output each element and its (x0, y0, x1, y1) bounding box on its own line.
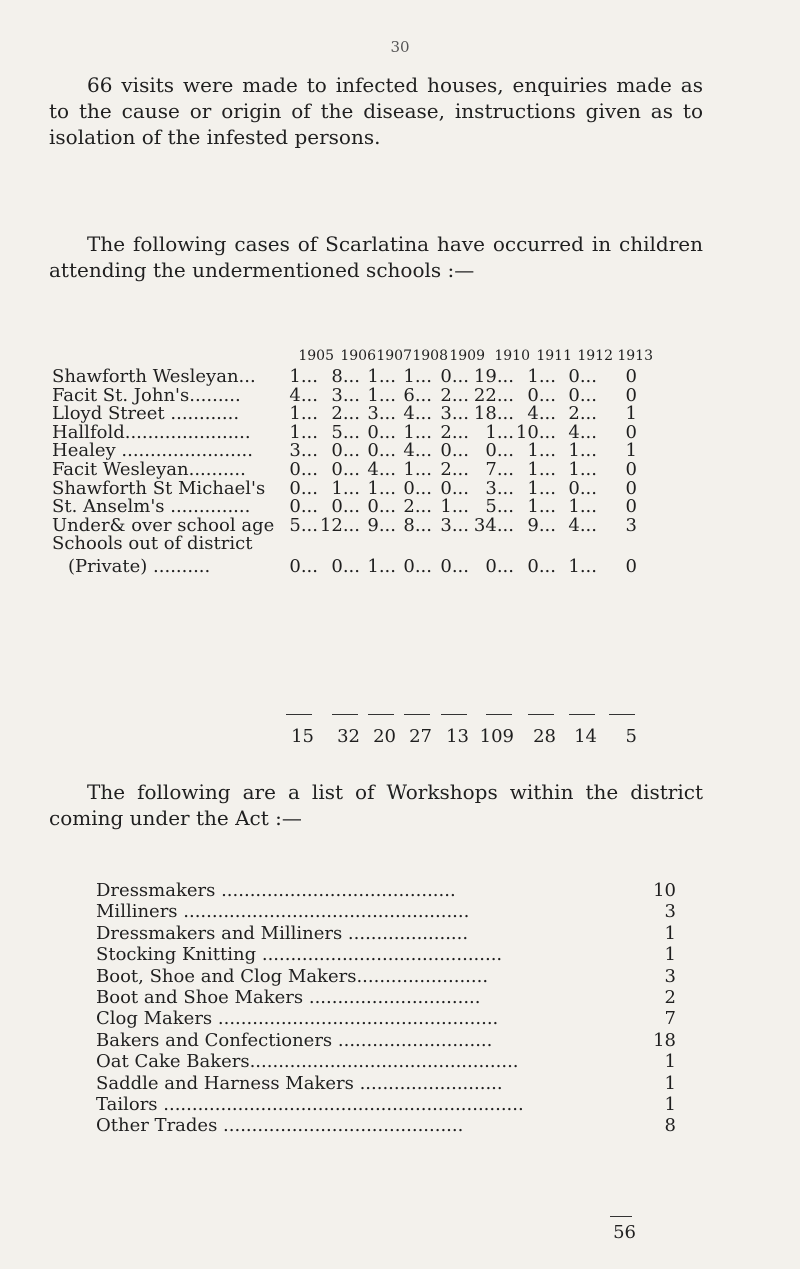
case-count: 0... (289, 496, 318, 518)
workshop-label: Tailors ............................................................... (96, 1094, 524, 1115)
workshop-row (96, 880, 696, 902)
total-rule (404, 714, 430, 715)
year-total: 28 (533, 726, 556, 747)
case-count: 1... (568, 440, 597, 462)
workshop-label: Bakers and Confectioners ........................... (96, 1029, 493, 1051)
school-name: Lloyd Street ............ (52, 403, 240, 425)
case-count: 10... (515, 421, 556, 443)
case-count: 1... (367, 384, 396, 406)
case-count: 0 (625, 496, 637, 518)
case-count: 8... (331, 366, 360, 387)
school-name: Under& over school age (52, 514, 275, 536)
case-count: 0 (625, 366, 637, 387)
case-count: 2... (440, 384, 469, 406)
total-rule (286, 714, 312, 715)
case-count: 1 (625, 403, 637, 425)
year-header-1911: 1911 (536, 348, 572, 364)
workshops-total-rule (610, 1216, 632, 1217)
school-name: Hallfold...................... (52, 421, 251, 443)
workshop-row (96, 1094, 696, 1116)
case-count: 0... (568, 477, 597, 499)
school-name: Shawforth St Michael's (52, 477, 266, 499)
total-rule (332, 714, 358, 715)
case-count: 3... (331, 384, 360, 406)
total-rule (609, 714, 635, 715)
case-count: 0... (440, 366, 469, 387)
visits-text: 66 visits were made to infected houses, enquiries made as to the cause or origin of the disease, instructions given as to isolation of the infested persons. (49, 73, 703, 149)
private-case-count: 0... (527, 556, 556, 577)
private-label-line-1: Schools out of district (52, 533, 253, 555)
year-header-1909: 1909 (449, 348, 485, 364)
case-count: 18... (473, 403, 514, 425)
case-count: 0... (289, 477, 318, 499)
private-case-count: 0... (289, 556, 318, 577)
workshop-count: 3 (664, 965, 676, 987)
case-count: 8... (403, 514, 432, 536)
case-count: 0... (403, 477, 432, 499)
workshop-count: 1 (664, 922, 676, 944)
workshop-row (96, 901, 696, 923)
workshop-label: Oat Cake Bakers............................................... (96, 1051, 519, 1073)
case-count: 12... (319, 514, 360, 536)
case-count: 3... (440, 514, 469, 536)
case-count: 2... (440, 459, 469, 480)
case-count: 0 (625, 459, 637, 480)
case-count: 1... (289, 403, 318, 425)
case-count: 34... (473, 514, 514, 536)
year-header-1913: 1913 (617, 348, 653, 364)
workshop-count: 3 (664, 901, 676, 923)
case-count: 1... (367, 477, 396, 499)
total-rule (569, 714, 595, 715)
scarlatina-intro-text: The following cases of Scarlatina have occurred in children attending the undermentioned schools :— (49, 232, 703, 282)
case-count: 1... (403, 459, 432, 480)
workshop-label: Saddle and Harness Makers ......................... (96, 1072, 503, 1094)
case-count: 4... (403, 403, 432, 425)
case-count: 9... (367, 514, 396, 536)
year-total: 14 (574, 726, 597, 747)
case-count: 2... (440, 421, 469, 443)
case-count: 1... (527, 366, 556, 387)
workshop-label: Other Trades .......................................... (96, 1115, 464, 1137)
private-case-count: 0... (485, 556, 514, 577)
case-count: 2... (568, 403, 597, 425)
year-total: 20 (373, 726, 396, 747)
total-rule (486, 714, 512, 715)
case-count: 0... (440, 477, 469, 499)
case-count: 3... (289, 440, 318, 462)
total-rule (368, 714, 394, 715)
year-total: 13 (446, 726, 469, 747)
case-count: 1... (568, 459, 597, 480)
workshop-count: 2 (664, 987, 676, 1008)
case-count: 5... (485, 496, 514, 518)
workshop-label: Boot and Shoe Makers .............................. (96, 987, 481, 1008)
case-count: 1... (289, 366, 318, 387)
case-count: 0... (331, 459, 360, 480)
workshop-row (96, 987, 696, 1009)
case-count: 1... (527, 496, 556, 518)
case-count: 5... (331, 421, 360, 443)
case-count: 1... (527, 440, 556, 462)
workshop-count: 1 (664, 1094, 676, 1115)
workshop-label: Milliners .................................................. (96, 901, 470, 923)
year-total: 15 (291, 726, 314, 747)
case-count: 3... (440, 403, 469, 425)
case-count: 1... (403, 421, 432, 443)
case-count: 2... (331, 403, 360, 425)
case-count: 2... (403, 496, 432, 518)
case-count: 4... (568, 421, 597, 443)
year-header-1912: 1912 (577, 348, 613, 364)
page-number: 30 (390, 38, 410, 56)
year-header-1907: 1907 (376, 348, 412, 364)
case-count: 9... (527, 514, 556, 536)
case-count: 0 (625, 384, 637, 406)
case-count: 1... (403, 366, 432, 387)
workshop-row (96, 944, 696, 966)
private-label-line-2: (Private) .......... (68, 556, 211, 577)
case-count: 0... (485, 440, 514, 462)
school-name: Facit Wesleyan.......... (52, 459, 246, 480)
workshop-count: 10 (653, 880, 676, 901)
visits-paragraph (49, 72, 703, 150)
private-case-count: 1... (568, 556, 597, 577)
workshop-row (96, 1030, 696, 1052)
case-count: 7... (485, 459, 514, 480)
workshops-intro-text: The following are a list of Workshops within the district coming under the Act :— (49, 780, 703, 830)
workshop-row (96, 1008, 696, 1030)
workshop-count: 1 (664, 1072, 676, 1094)
total-rule (441, 714, 467, 715)
case-count: 1... (331, 477, 360, 499)
school-name: Healey ....................... (52, 440, 253, 462)
case-count: 0... (367, 421, 396, 443)
workshop-count: 8 (664, 1115, 676, 1137)
workshop-label: Dressmakers ......................................... (96, 880, 456, 901)
case-count: 4... (527, 403, 556, 425)
workshop-row (96, 966, 696, 988)
workshop-count: 1 (664, 944, 676, 966)
year-header-1908: 1908 (412, 348, 448, 364)
case-count: 3... (485, 477, 514, 499)
year-total: 32 (337, 726, 360, 747)
workshop-count: 18 (653, 1029, 676, 1051)
case-count: 1... (568, 496, 597, 518)
case-count: 19... (473, 366, 514, 387)
case-count: 0 (625, 477, 637, 499)
workshops-intro-paragraph (49, 779, 703, 831)
case-count: 0... (367, 496, 396, 518)
case-count: 0... (331, 496, 360, 518)
workshop-label: Clog Makers ................................................. (96, 1008, 499, 1030)
case-count: 0... (440, 440, 469, 462)
case-count: 22... (473, 384, 514, 406)
workshops-total: 56 (613, 1222, 636, 1243)
workshop-label: Dressmakers and Milliners ..................... (96, 922, 469, 944)
school-name: Facit St. John's......... (52, 384, 241, 406)
case-count: 0... (289, 459, 318, 480)
private-case-count: 0 (625, 556, 637, 577)
case-count: 3... (367, 403, 396, 425)
workshop-label: Boot, Shoe and Clog Makers....................... (96, 965, 489, 987)
case-count: 4... (367, 459, 396, 480)
case-count: 4... (568, 514, 597, 536)
case-count: 1... (527, 459, 556, 480)
workshop-row (96, 1115, 696, 1137)
school-name: St. Anselm's .............. (52, 496, 251, 518)
case-count: 4... (403, 440, 432, 462)
total-rule (528, 714, 554, 715)
year-total: 5 (625, 726, 637, 747)
case-count: 0... (367, 440, 396, 462)
workshop-label: Stocking Knitting .......................................... (96, 944, 503, 966)
case-count: 0... (568, 384, 597, 406)
workshop-count: 1 (664, 1051, 676, 1073)
case-count: 0 (625, 421, 637, 443)
workshop-row (96, 1051, 696, 1073)
scarlatina-intro-paragraph (49, 231, 703, 283)
case-count: 1... (440, 496, 469, 518)
private-case-count: 0... (331, 556, 360, 577)
case-count: 1... (367, 366, 396, 387)
case-count: 6... (403, 384, 432, 406)
workshop-row (96, 923, 696, 945)
private-case-count: 0... (440, 556, 469, 577)
case-count: 5... (289, 514, 318, 536)
case-count: 1 (625, 440, 637, 462)
workshop-row (96, 1073, 696, 1095)
case-count: 0... (568, 366, 597, 387)
year-total: 27 (409, 726, 432, 747)
year-total: 109 (479, 726, 514, 747)
case-count: 1... (485, 421, 514, 443)
case-count: 1... (289, 421, 318, 443)
workshop-count: 7 (664, 1008, 676, 1030)
private-case-count: 0... (403, 556, 432, 577)
case-count: 4... (289, 384, 318, 406)
year-header-1910: 1910 (494, 348, 530, 364)
school-name: Shawforth Wesleyan... (52, 366, 256, 387)
private-case-count: 1... (367, 556, 396, 577)
year-header-1905: 1905 (298, 348, 334, 364)
case-count: 3 (625, 514, 637, 536)
case-count: 0... (331, 440, 360, 462)
year-header-1906: 1906 (340, 348, 376, 364)
case-count: 1... (527, 477, 556, 499)
case-count: 0... (527, 384, 556, 406)
